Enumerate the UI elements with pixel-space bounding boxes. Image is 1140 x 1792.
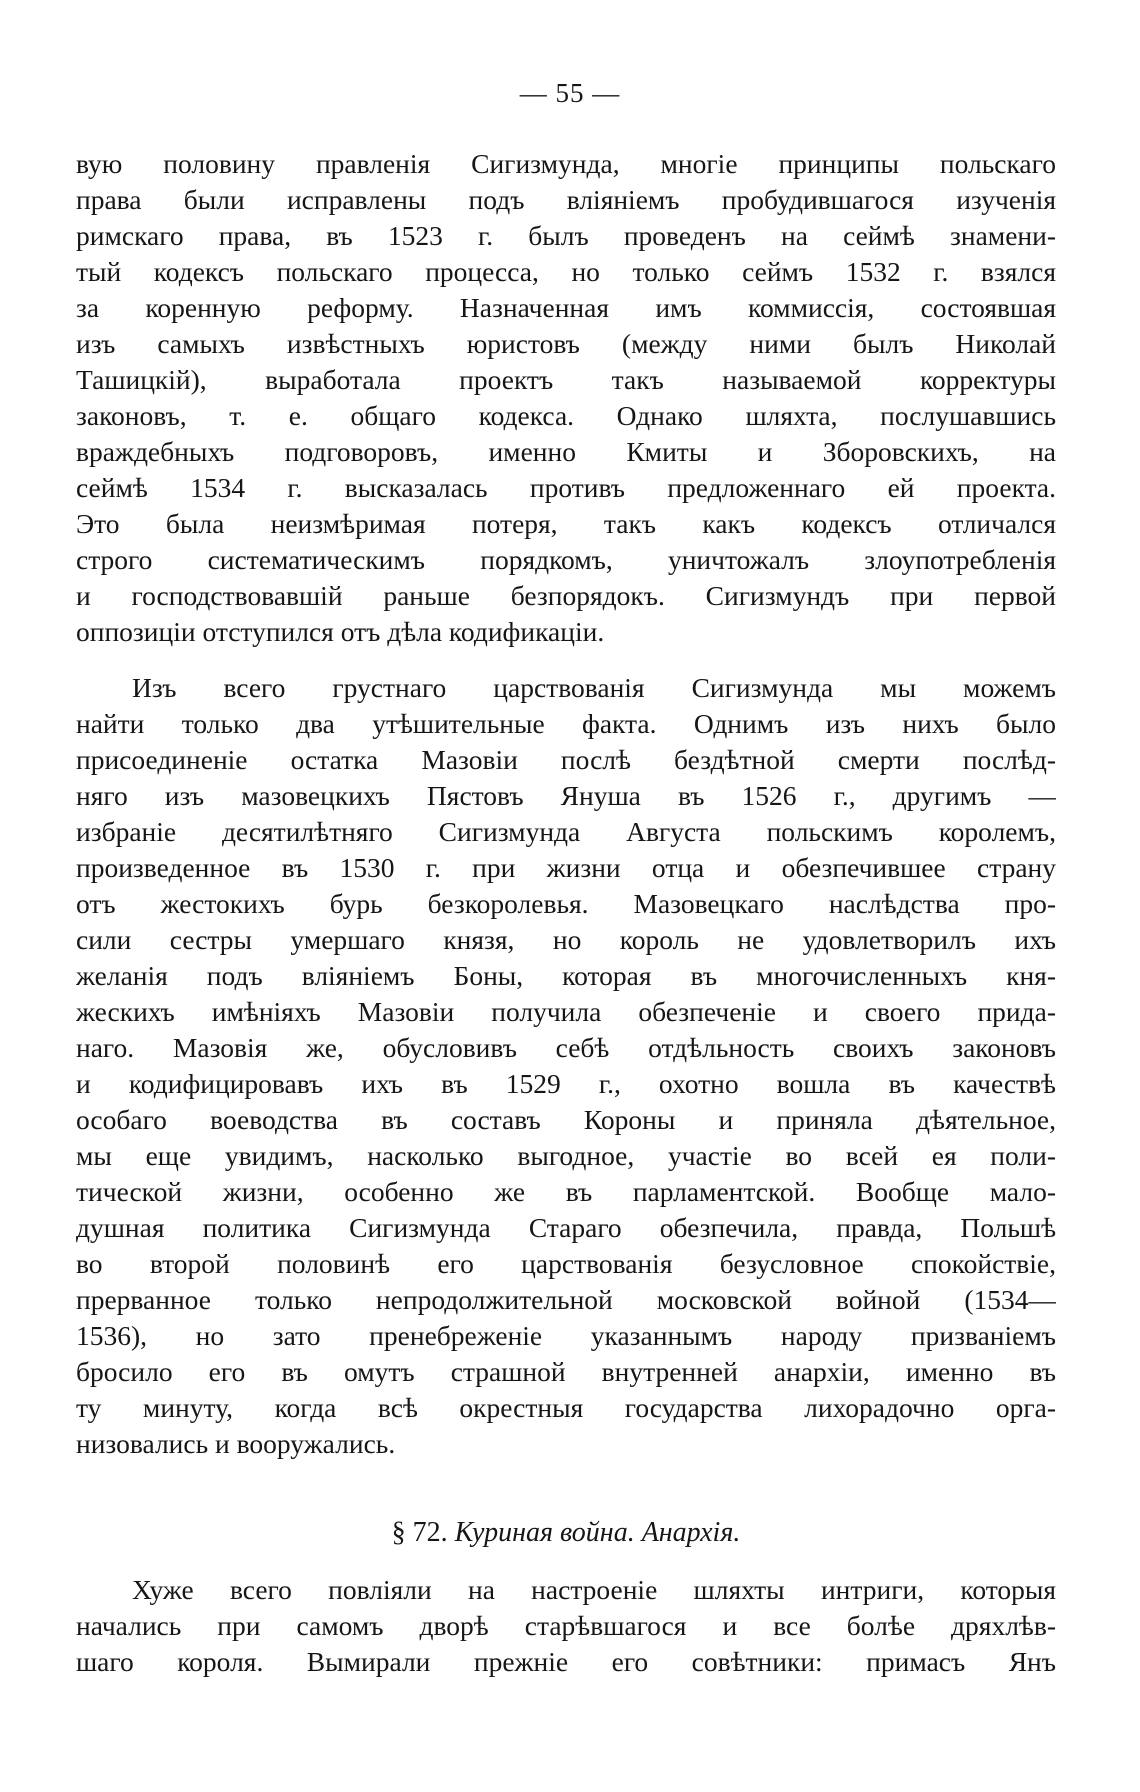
text-line: права были исправлены подъ вліяніемъ пробудившагося изученія — [76, 184, 1056, 215]
text-line: римскаго права, въ 1523 г. былъ проведенъ на сеймѣ знамени- — [76, 220, 1056, 251]
text-line: во второй половинѣ его царствованія безусловное спокойствіе, — [76, 1248, 1056, 1279]
text-line: тый кодексъ польскаго процесса, но только сеймъ 1532 г. взялся — [76, 256, 1056, 287]
text-line: няго изъ мазовецкихъ Пястовъ Януша въ 1526 г., другимъ — — [76, 780, 1056, 811]
text-line: прерванное только непродолжительной московской войной (1534— — [76, 1284, 1056, 1315]
text-line: за коренную реформу. Назначенная имъ коммиссія, состоявшая — [76, 292, 1056, 323]
text-line: сеймѣ 1534 г. высказалась противъ предложеннаго ей проекта. — [76, 472, 1056, 503]
text-line: отъ жестокихъ бурь безкоролевья. Мазовецкаго наслѣдства про- — [76, 888, 1056, 919]
text-line: строго систематическимъ порядкомъ, уничтожалъ злоупотребленія — [76, 544, 1056, 575]
text-line: бросило его въ омутъ страшной внутренней анархіи, именно въ — [76, 1356, 1056, 1387]
text-line: наго. Мазовія же, обусловивъ себѣ отдѣльность своихъ законовъ — [76, 1032, 1056, 1063]
text-line: законовъ, т. е. общаго кодекса. Однако шляхта, послушавшись — [76, 400, 1056, 431]
paragraph-2 — [76, 670, 1056, 1462]
text-line: низовались и вооружались. — [76, 1428, 396, 1459]
page-number: — 55 — — [519, 78, 621, 108]
text-line: тической жизни, особенно же въ парламентской. Вообще мало- — [76, 1176, 1056, 1207]
text-line: избраніе десятилѣтняго Сигизмунда Августа польскимъ королемъ, — [76, 816, 1056, 847]
paragraph-3 — [76, 1572, 1056, 1680]
text-line: вую половину правленія Сигизмунда, многіе принципы польскаго — [76, 148, 1056, 179]
text-line: особаго воеводства въ составъ Короны и приняла дѣятельное, — [76, 1104, 1056, 1135]
section-heading-line — [76, 1515, 1056, 1551]
text-line: Это была неизмѣримая потеря, такъ какъ кодексъ отличался — [76, 508, 1056, 539]
text-line: произведенное въ 1530 г. при жизни отца и обезпечившее страну — [76, 852, 1056, 883]
text-line: и господствовавшій раньше безпорядокъ. Сигизмундъ при первой — [76, 580, 1056, 611]
text-line: найти только два утѣшительные факта. Однимъ изъ нихъ было — [76, 708, 1056, 739]
text-line: начались при самомъ дворѣ старѣвшагося и все болѣе дряхлѣв- — [76, 1610, 1056, 1641]
section-heading — [76, 1515, 1056, 1551]
text-line: Изъ всего грустнаго царствованія Сигизмунда мы можемъ — [132, 672, 1056, 703]
text-line: изъ самыхъ извѣстныхъ юристовъ (между ними былъ Николай — [76, 328, 1056, 359]
text-line: 1536), но зато пренебреженіе указаннымъ народу призваніемъ — [76, 1320, 1056, 1351]
text-line: Хуже всего повліяли на настроеніе шляхты интриги, которыя — [132, 1574, 1056, 1605]
text-line: ту минуту, когда всѣ окрестныя государства лихорадочно орга- — [76, 1392, 1056, 1423]
text-line: оппозиціи отступился отъ дѣла кодификаціи. — [76, 616, 605, 647]
text-line: шаго короля. Вымирали прежніе его совѣтники: примасъ Янъ — [76, 1646, 1056, 1677]
text-line: присоединеніе остатка Мазовіи послѣ бездѣтной смерти послѣд- — [76, 744, 1056, 775]
text-line: жескихъ имѣніяхъ Мазовіи получила обезпеченіе и своего прида- — [76, 996, 1056, 1027]
text-line: Ташицкій), выработала проектъ такъ называемой корректуры — [76, 364, 1056, 395]
section-number: § 72. — [391, 1517, 448, 1548]
text-line: и кодифицировавъ ихъ въ 1529 г., охотно вошла въ качествѣ — [76, 1068, 1056, 1099]
text-line: враждебныхъ подговоровъ, именно Кмиты и Зборовскихъ, на — [76, 436, 1056, 467]
section-title: Куриная война. Анархія. — [454, 1517, 741, 1548]
text-line: душная политика Сигизмунда Стараго обезпечила, правда, Польшѣ — [76, 1212, 1056, 1243]
text-line: мы еще увидимъ, насколько выгодное, участіе во всей ея поли- — [76, 1140, 1056, 1171]
text-line: желанія подъ вліяніемъ Боны, которая въ многочисленныхъ кня- — [76, 960, 1056, 991]
paragraph-1 — [76, 146, 1056, 650]
text-line: сили сестры умершаго князя, но король не удовлетворилъ ихъ — [76, 924, 1056, 955]
